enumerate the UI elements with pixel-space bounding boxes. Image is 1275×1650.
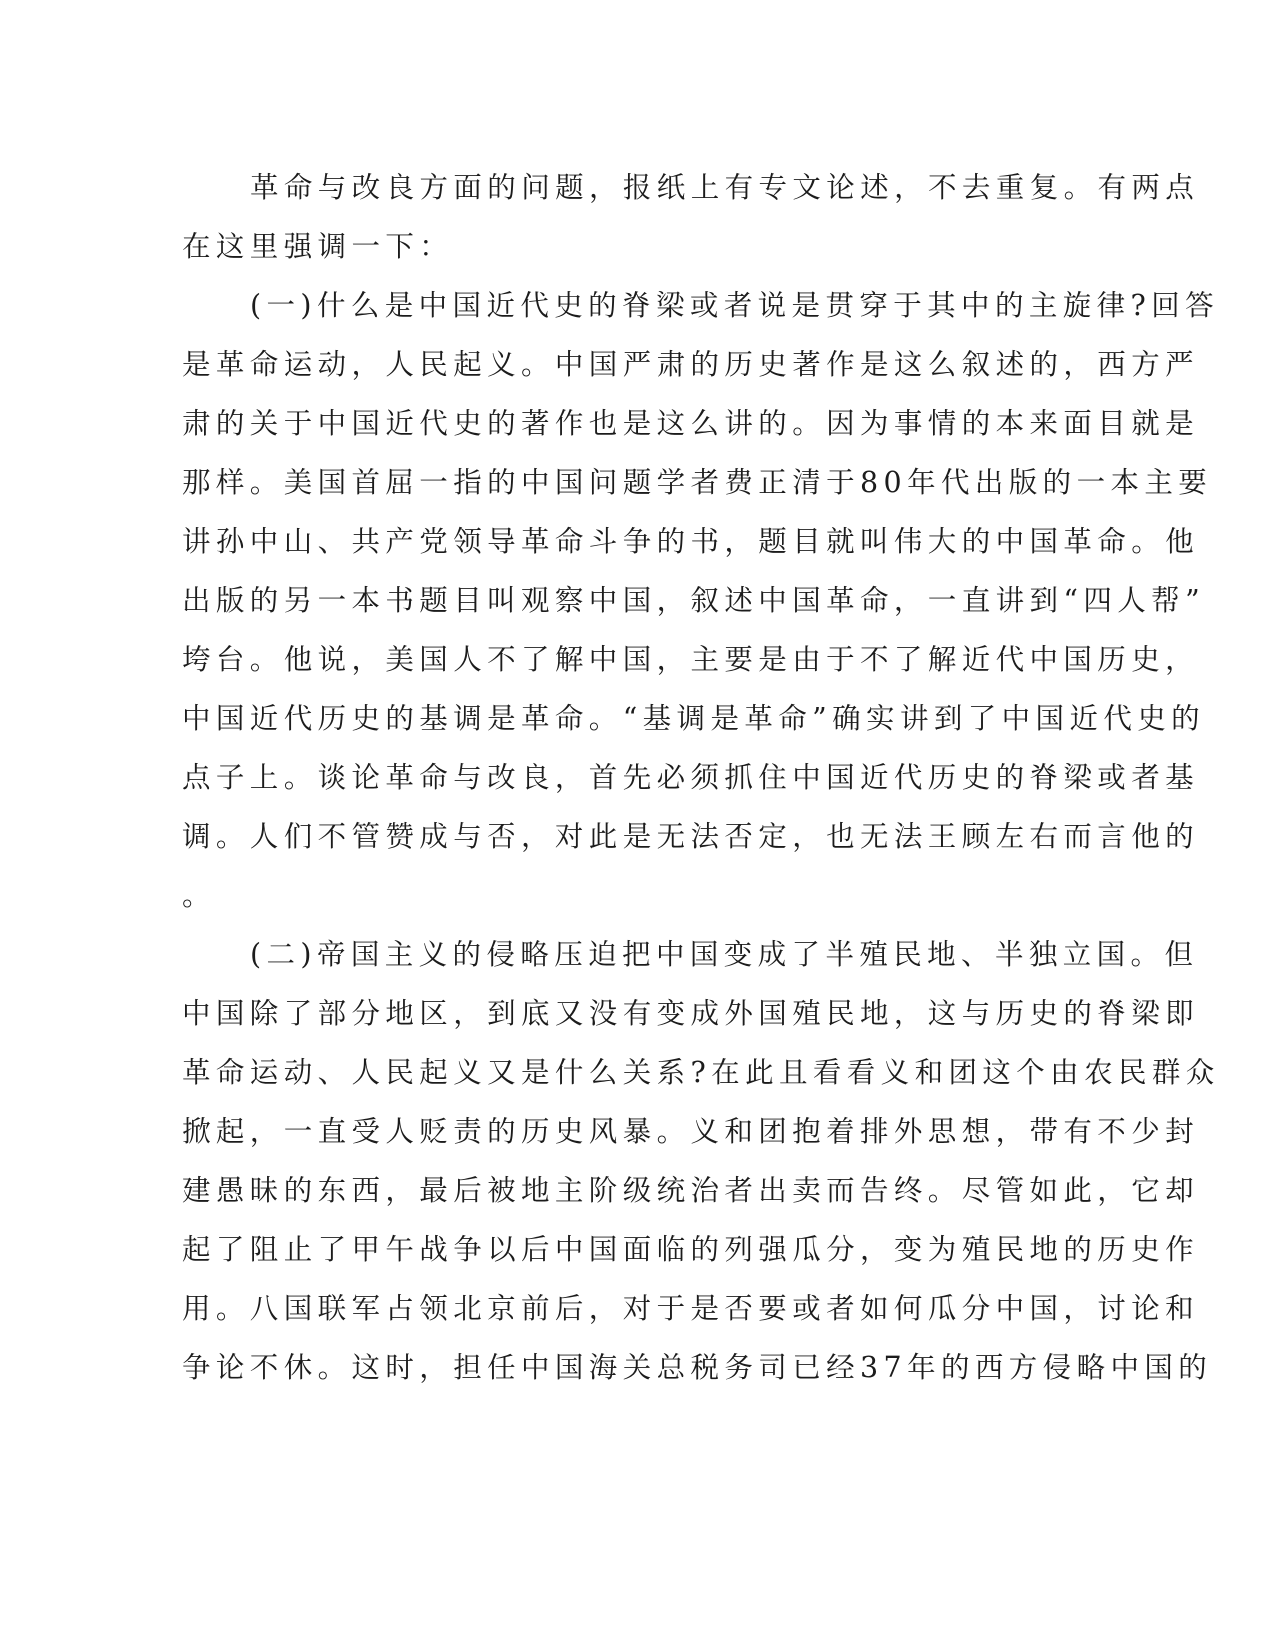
paragraph-2-line-7: 垮台。他说，美国人不了解中国，主要是由于不了解近代中国历史， — [182, 643, 1200, 676]
paragraph-2-line-5: 讲孙中山、共产党领导革命斗争的书，题目就叫伟大的中国革命。他 — [182, 525, 1200, 558]
paragraph-1-line-2: 在这里强调一下： — [182, 230, 454, 263]
paragraph-3-line-3: 革命运动、人民起义又是什么关系?在此且看看义和团这个由农民群众 — [182, 1056, 1220, 1089]
paragraph-2-line-2: 是革命运动，人民起义。中国严肃的历史著作是这么叙述的，西方严 — [182, 348, 1200, 381]
paragraph-3-line-7: 用。八国联军占领北京前后，对于是否要或者如何瓜分中国，讨论和 — [182, 1292, 1200, 1325]
paragraph-3-line-4: 掀起，一直受人贬责的历史风暴。义和团抱着排外思想，带有不少封 — [182, 1115, 1200, 1148]
paragraph-2-line-9: 点子上。谈论革命与改良，首先必须抓住中国近代历史的脊梁或者基 — [182, 761, 1200, 794]
paragraph-3-line-5: 建愚昧的东西，最后被地主阶级统治者出卖而告终。尽管如此，它却 — [182, 1174, 1200, 1207]
paragraph-3-line-6: 起了阻止了甲午战争以后中国面临的列强瓜分，变为殖民地的历史作 — [182, 1233, 1200, 1266]
paragraph-2-line-8: 中国近代历史的基调是革命。“基调是革命”确实讲到了中国近代史的 — [182, 702, 1206, 735]
paragraph-3-line-2: 中国除了部分地区，到底又没有变成外国殖民地，这与历史的脊梁即 — [182, 997, 1200, 1030]
paragraph-3-line-8: 争论不休。这时，担任中国海关总税务司已经37年的西方侵略中国的 — [182, 1351, 1213, 1384]
paragraph-1-line-1: 革命与改良方面的问题，报纸上有专文论述，不去重复。有两点 — [250, 171, 1200, 204]
paragraph-3-line-1: (二)帝国主义的侵略压迫把中国变成了半殖民地、半独立国。但 — [250, 938, 1199, 971]
paragraph-2-line-3: 肃的关于中国近代史的著作也是这么讲的。因为事情的本来面目就是 — [182, 407, 1200, 440]
paragraph-2-line-11: 。 — [182, 879, 216, 912]
paragraph-2-line-6: 出版的另一本书题目叫观察中国，叙述中国革命，一直讲到“四人帮” — [182, 584, 1206, 617]
paragraph-2-line-10: 调。人们不管赞成与否，对此是无法否定，也无法王顾左右而言他的 — [182, 820, 1200, 853]
body-text — [182, 158, 1220, 1397]
paragraph-2-line-1: (一)什么是中国近代史的脊梁或者说是贯穿于其中的主旋律?回答 — [250, 289, 1220, 322]
paragraph-2-line-4: 那样。美国首屈一指的中国问题学者费正清于80年代出版的一本主要 — [182, 466, 1213, 499]
